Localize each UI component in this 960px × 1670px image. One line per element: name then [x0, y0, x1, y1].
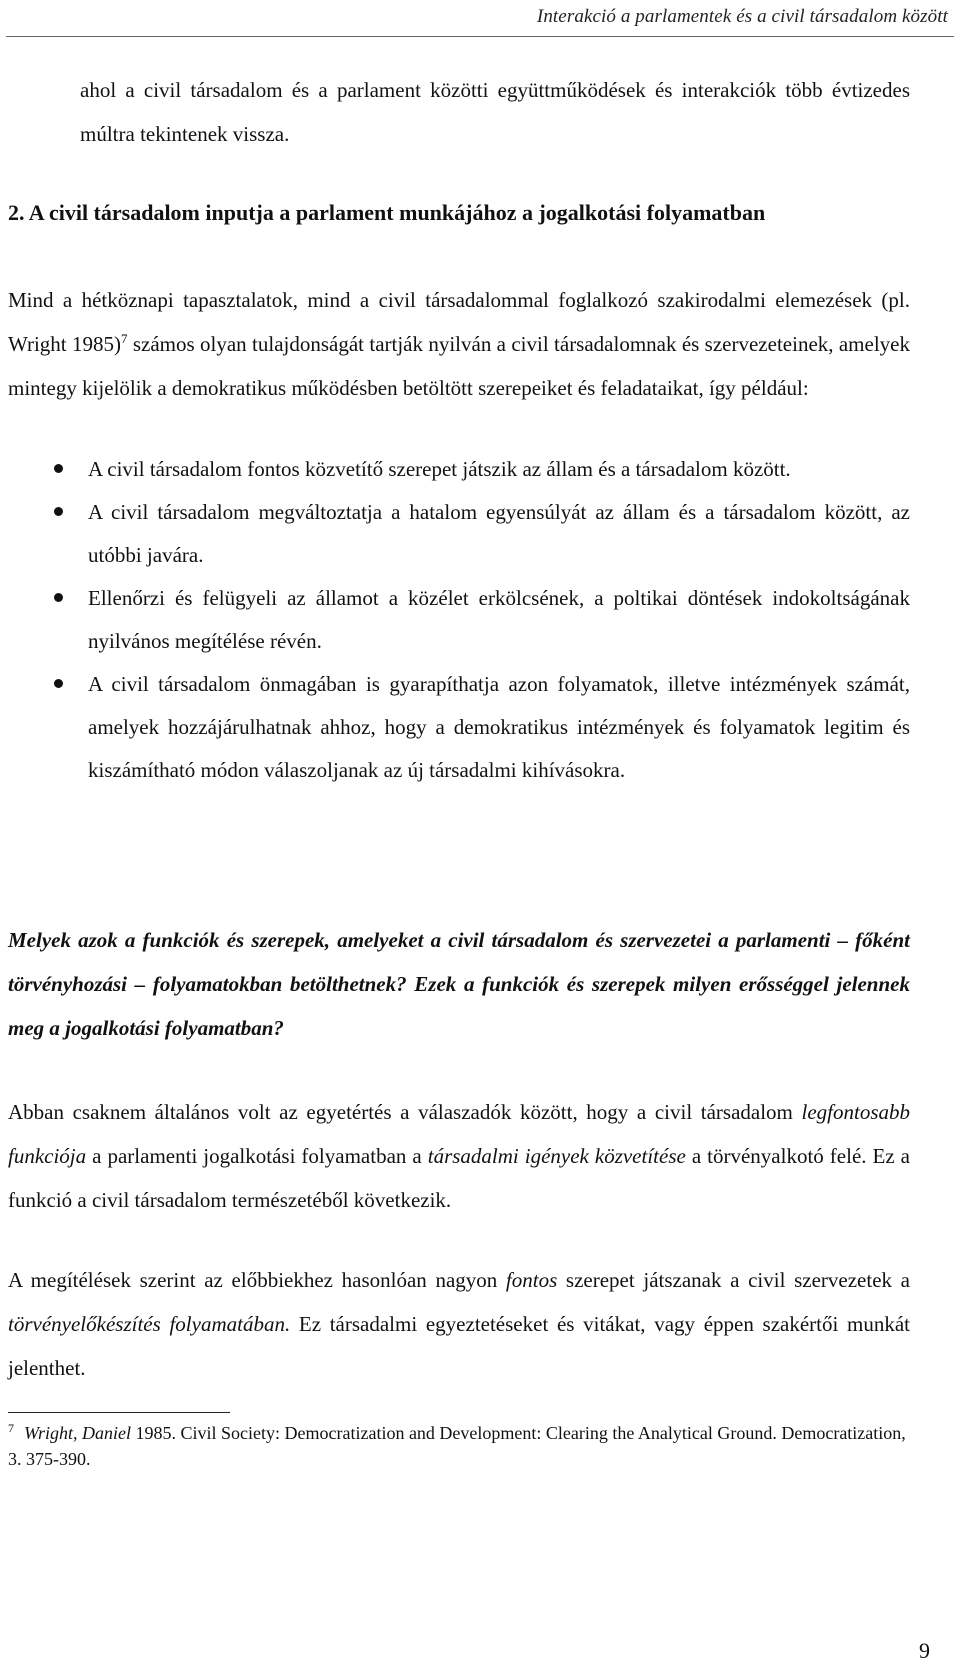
text-run: a parlamenti jogalkotási folyamatban a: [86, 1144, 428, 1168]
text-run: szerepet játszanak a civil szervezetek a: [557, 1268, 910, 1292]
text-run: Abban csaknem általános volt az egyetértés a válaszadók között, hogy a civil társadalom: [8, 1100, 802, 1124]
footnote-text: 1985. Civil Society: Democratization and Development: Clearing the Analytical Ground. Democratization, 3. 375-390.: [8, 1423, 906, 1469]
text-run: a törvényalkotó felé. Ez a funkció a civil társadalom természetéből következik.: [8, 1144, 910, 1212]
footnote: [8, 1420, 910, 1472]
emphasis-text: legfontosabb funkciója: [8, 1100, 910, 1168]
paragraph-social-needs: [8, 1090, 910, 1222]
emphasis-text: fontos: [505, 1268, 558, 1292]
header-divider: [6, 36, 954, 37]
emphasis-text: törvényelőkészítés folyamatában.: [8, 1312, 291, 1336]
list-item-text: A civil társadalom megváltoztatja a hatalom egyensúlyát az állam és a társadalom között, az utóbbi javára.: [88, 500, 910, 567]
research-question: Melyek azok a funkciók és szerepek, amelyeket a civil társadalom és szervezetei a parlamenti – főként törvényhozási – folyamatokban betölthetnek? Ezek a funkciók és szerepek milyen erősséggel jelennek meg a jogalkotási folyamatban?: [8, 928, 910, 1040]
list-item-text: Ellenőrzi és felügyeli az államot a közélet erkölcsének, a poltikai döntések indokoltságának nyilvános megítélése révén.: [88, 586, 910, 653]
bullet-icon: [54, 507, 63, 516]
text-run: Ez társadalmi egyeztetéseket és vitákat, vagy éppen szakértői munkát jelenthet.: [8, 1312, 910, 1380]
text-run: A megítélések szerint az előbbiekhez hasonlóan nagyon: [8, 1268, 506, 1292]
paragraph-legislation-prep: [8, 1258, 910, 1390]
emphasis-text: társadalmi igények közvetítése: [427, 1144, 686, 1168]
bullet-icon: [54, 593, 63, 602]
section-heading: 2. A civil társadalom inputja a parlament munkájához a jogalkotási folyamatban: [8, 200, 766, 225]
footnote-number: 7: [8, 1421, 14, 1435]
footnote-divider: [8, 1412, 230, 1413]
continued-paragraph: ahol a civil társadalom és a parlament közötti együttműködések és interakciók több évtizedes múltra tekintenek vissza.: [80, 78, 910, 146]
list-item: [8, 663, 910, 792]
footnote-author: Wright, Daniel: [24, 1423, 131, 1443]
list-item-text: A civil társadalom fontos közvetítő szerepet játszik az állam és a társadalom között.: [88, 457, 791, 481]
list-item: [8, 491, 910, 577]
footnote-reference[interactable]: 7: [121, 331, 128, 346]
intro-text: Mind a hétköznapi tapasztalatok, mind a civil társadalommal foglalkozó szakirodalmi elemezések (pl. Wright 1985): [8, 288, 910, 356]
list-item-text: A civil társadalom önmagában is gyarapíthatja azon folyamatok, illetve intézmények számát, amelyek hozzájárulhatnak ahhoz, hogy a demokratikus intézmények és folyamatok legitim és kiszámítható módon válaszoljanak az új társadalmi kihívásokra.: [88, 672, 910, 782]
intro-text-cont: számos olyan tulajdonságát tartják nyilván a civil társadalomnak és szervezeteinek, amelyek mintegy kijelölik a demokratikus működésben betöltött szerepeiket és feladataikat, így például:: [8, 332, 910, 400]
list-item: [8, 577, 910, 663]
bullet-list: [8, 448, 910, 792]
list-item: [8, 448, 910, 491]
bullet-icon: [54, 679, 63, 688]
running-header: Interakció a parlamentek és a civil társadalom között: [536, 6, 948, 27]
page-number: 9: [919, 1638, 930, 1663]
bullet-icon: [54, 464, 63, 473]
intro-paragraph: [8, 278, 910, 410]
